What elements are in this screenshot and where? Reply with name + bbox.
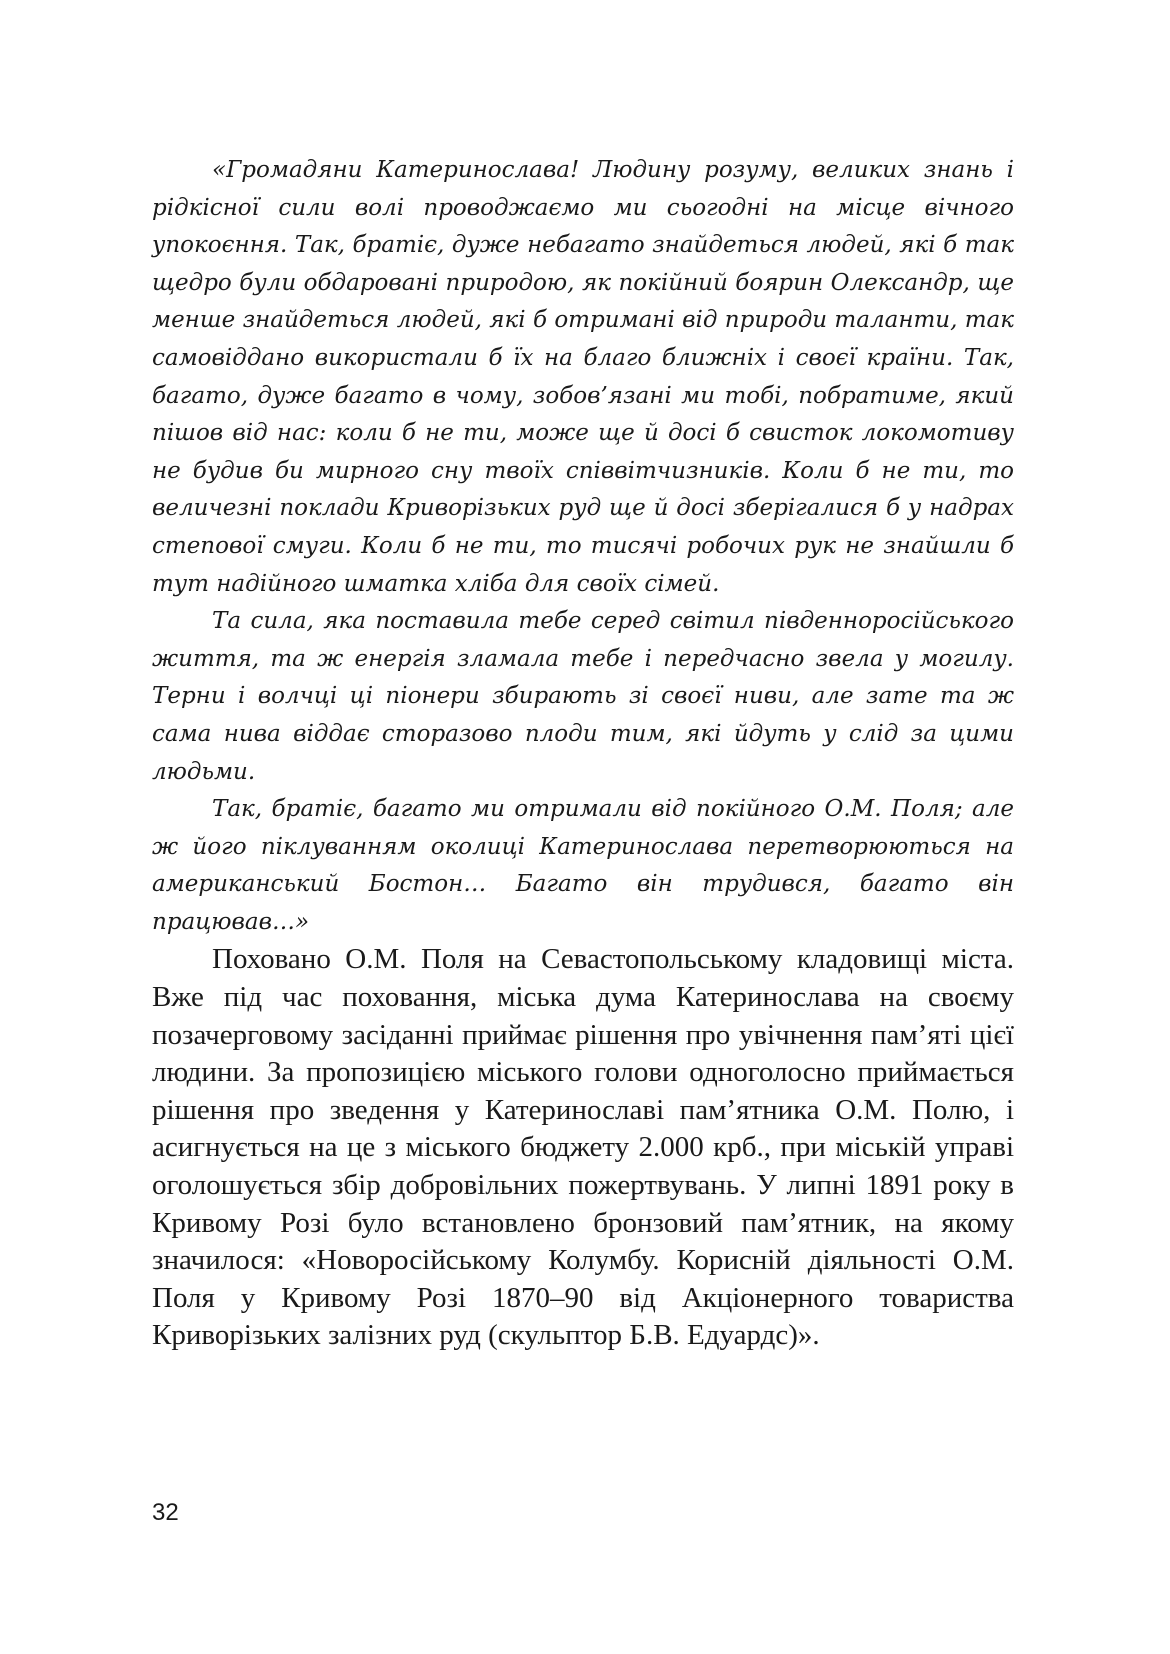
main-text-block [152, 152, 1014, 1355]
quote-paragraph: Так, братіє, багато ми отримали від покійного О.М. Поля; але ж його піклуванням околиці Катеринослава перетворюються на американський Бостон… Багато він трудився, багато він працював…» [152, 796, 1014, 935]
quote-paragraph: «Громадяни Катеринослава! Людину розуму, великих знань і рідкісної сили волі проводжаємо ми сьогодні на місце вічного упокоєння. Так, братіє, дуже небагато знайдеться людей, які б так щедро були обдаровані природою, як покійний боярин Олександр, ще менше знайдеться людей, які б отримані від природи таланти, так самовіддано використали б їх на благо ближніх і своєї країни. Так, багато, дуже багато в чому, зобов’язані ми тобі, побратиме, який пішов від нас: коли б не ти, може ще й досі б свисток локомотиву не будив би мирного сну твоїх співвітчизників. Коли б не ти, то величезні поклади Криворізьких руд ще й досі зберігалися б у надрах степової смуги. Коли б не ти, то тисячі робочих рук не знайшли б тут надійного шматка хліба для своїх сімей. [152, 157, 1014, 597]
page-number: 32 [152, 1499, 179, 1526]
speech-quote [152, 152, 1014, 941]
quote-paragraph: Та сила, яка поставила тебе серед світил південноросійського життя, та ж енергія зламала тебе і передчасно звела у могилу. Терни і волчці ці піонери збирають зі своєї ниви, але зате та ж сама нива віддає сторазово плоди тим, які йдуть у слід за цими людьми. [152, 608, 1014, 785]
body-paragraph: Поховано О.М. Поля на Севастопольському кладовищі міста. Вже під час поховання, міська дума Катеринослава на своєму позачерговому засіданні приймає рішення про увічнення пам’яті цієї людини. За пропозицією міського голови одноголосно приймається рішення про зведення у Катеринославі пам’ятника О.М. Полю, і асигнується на це з міського бюджету 2.000 крб., при міській управі оголошується збір добровільних пожертвувань. У липні 1891 року в Кривому Розі було встановлено бронзовий пам’ятник, на якому значилося: «Новоросійському Колумбу. Корисній діяльності О.М. Поля у Кривому Розі 1870–90 від Акціонерного товариства Криворізьких залізних руд (скульптор Б.В. Едуардс)». [152, 943, 1014, 1352]
body-text [152, 941, 1014, 1355]
